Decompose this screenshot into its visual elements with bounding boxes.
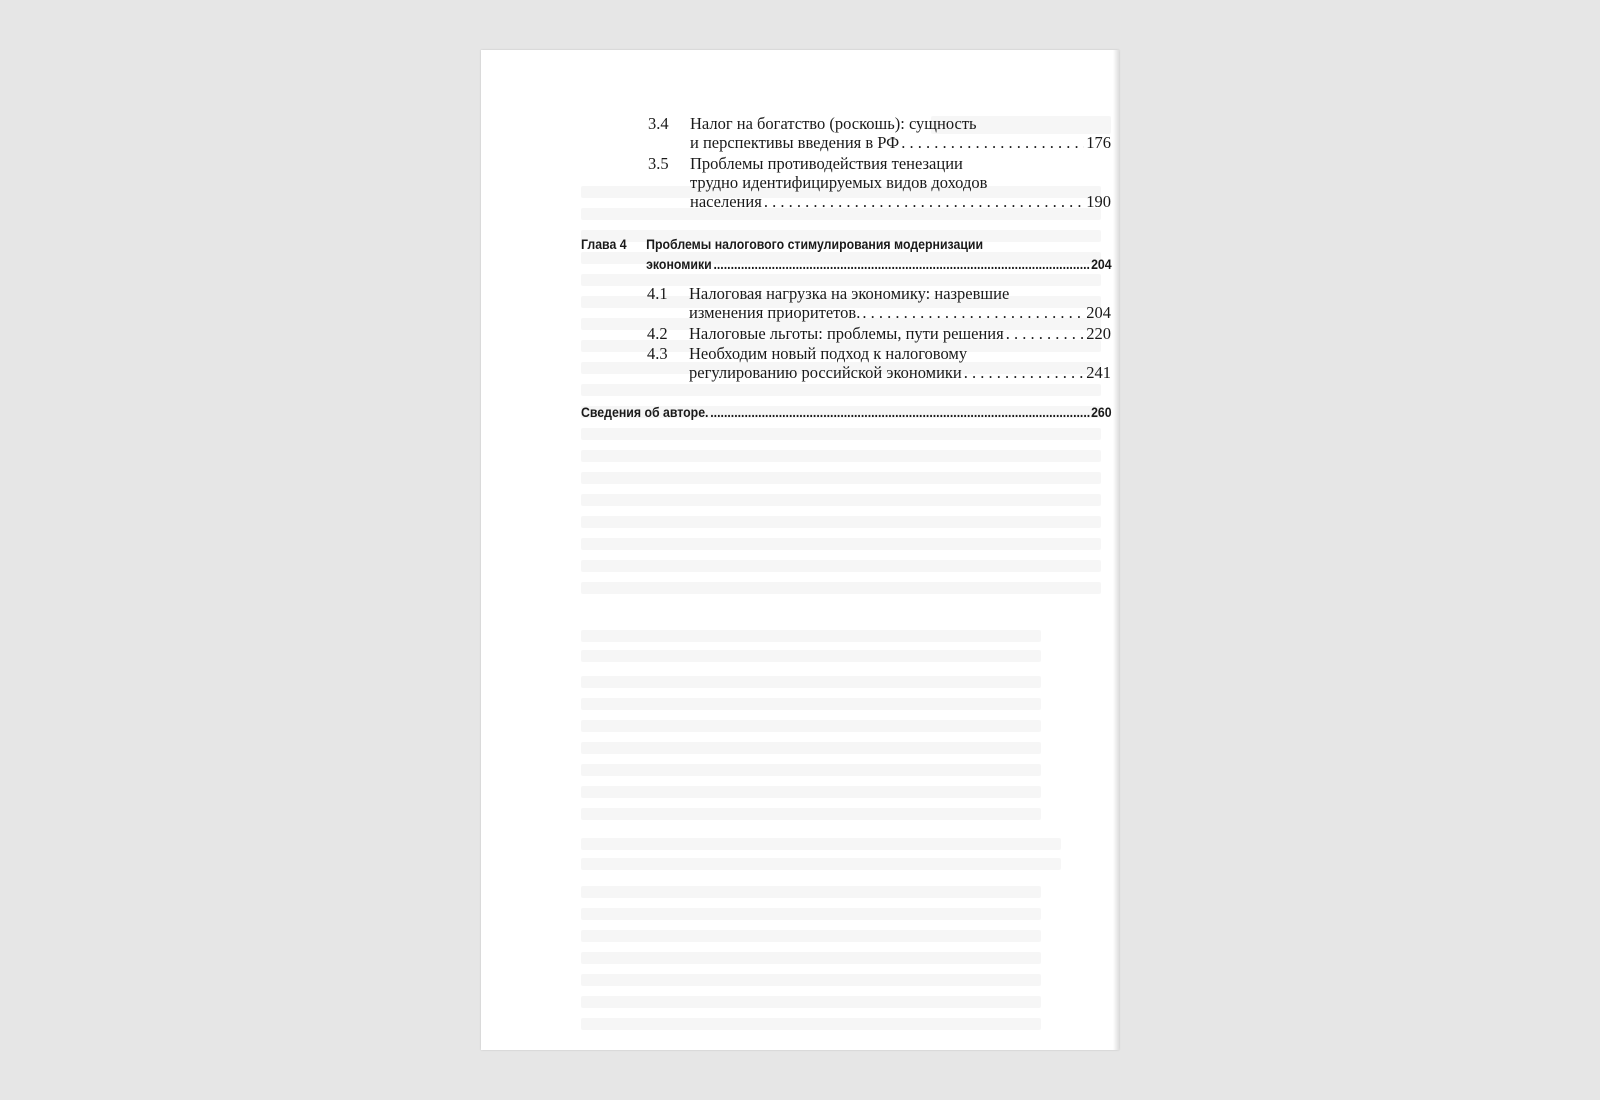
toc-page-number: 204 (1086, 303, 1111, 322)
toc-entry-title-line: регулированию российской экономики (689, 363, 962, 382)
toc-entry-3-5[interactable] (648, 154, 1111, 211)
toc-page-number: 204 (1091, 256, 1112, 272)
toc-entry-title-line: Налоговая нагрузка на экономику: назревшие (689, 284, 1010, 303)
toc-entry-number: 4.1 (647, 284, 668, 303)
toc-page-number: 260 (1091, 404, 1112, 420)
toc-chapter-title-line: Проблемы налогового стимулирования модернизации (646, 236, 984, 252)
toc-page-number: 176 (1086, 133, 1111, 152)
toc-entry-title-line: трудно идентифицируемых видов доходов (690, 173, 988, 192)
toc-entry-number: 4.2 (647, 324, 668, 343)
toc-entry-4-3[interactable] (647, 344, 1111, 382)
toc-chapter-4[interactable] (581, 234, 1112, 274)
toc-entry-title-line: Налоговые льготы: проблемы, пути решения (689, 324, 1004, 343)
toc-page-number: 220 (1086, 324, 1111, 343)
toc-entry-title-line: изменения приоритетов. (689, 303, 861, 322)
toc-entry-3-4[interactable] (648, 114, 1111, 152)
toc-page-number: 241 (1086, 363, 1111, 382)
dot-leader (964, 363, 1084, 382)
dot-leader (1006, 324, 1085, 343)
book-page (481, 50, 1119, 1050)
toc-entry-number: 3.4 (648, 114, 669, 133)
dot-leader (862, 303, 1084, 322)
dot-leader (710, 402, 1089, 422)
toc-entry-title-line: Необходим новый подход к налоговому (689, 344, 968, 363)
toc-entry-4-1[interactable] (647, 284, 1111, 322)
toc-entry-title-line: Проблемы противодействия тенезации (690, 154, 963, 173)
toc-entry-title-line: и перспективы введения в РФ (690, 133, 900, 152)
toc-page-number: 190 (1086, 192, 1111, 211)
toc-entry-4-2[interactable] (647, 324, 1111, 343)
dot-leader (713, 254, 1089, 274)
dot-leader (901, 133, 1084, 152)
toc-entry-title-line: населения (690, 192, 762, 211)
toc-about-author-title: Сведения об авторе. (581, 404, 709, 420)
toc-entry-number: 3.5 (648, 154, 669, 173)
toc-chapter-title-line: экономики (646, 256, 712, 272)
toc-entry-title-line: Налог на богатство (роскошь): сущность (690, 114, 977, 133)
toc-chapter-number: Глава 4 (581, 236, 627, 252)
toc-about-author[interactable] (581, 402, 1112, 422)
toc-entry-number: 4.3 (647, 344, 668, 363)
dot-leader (764, 192, 1084, 211)
